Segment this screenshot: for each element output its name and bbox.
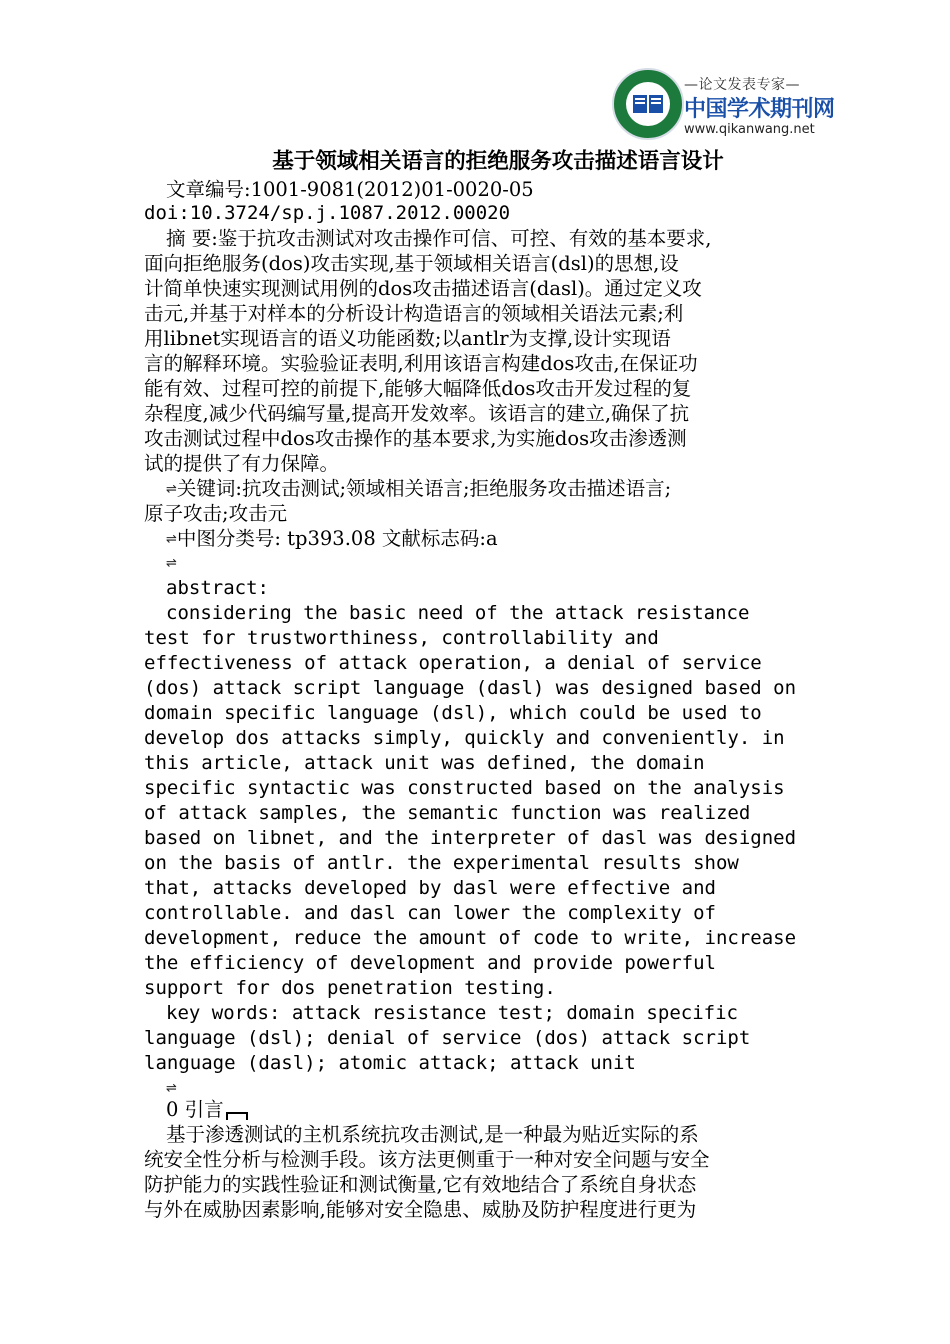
abstract-cn-line: 杂程度,减少代码编写量,提高开发效率。该语言的建立,确保了抗 <box>144 402 690 425</box>
keywords-cn <box>166 476 671 501</box>
field-marker: ⇌ <box>166 482 177 497</box>
intro-line: 防护能力的实践性验证和测试衡量,它有效地结合了系统自身状态 <box>144 1173 697 1196</box>
abstract-cn-line: 能有效、过程可控的前提下,能够大幅降低dos攻击开发过程的复 <box>144 377 692 400</box>
classification-text: 中图分类号: tp393.08 文献标志码:a <box>176 527 498 550</box>
journal-logo <box>612 66 835 146</box>
doi: doi:10.3724/sp.j.1087.2012.00020 <box>144 202 511 224</box>
keywords-en-line: language (dasl); atomic attack; attack unit <box>144 1052 636 1074</box>
paper-title: 基于领域相关语言的拒绝服务攻击描述语言设计 <box>272 149 724 174</box>
blank-marker-line <box>166 551 177 576</box>
section-heading-intro <box>166 1097 248 1122</box>
abstract-en-line: support for dos penetration testing. <box>144 977 556 999</box>
intro-line: 与外在威胁因素影响,能够对安全隐患、威胁及防护程度进行更为 <box>144 1198 697 1221</box>
abstract-en-line: of attack samples, the semantic function was realized <box>144 802 751 824</box>
abstract-en-line: effectiveness of attack operation, a denial of service <box>144 652 762 674</box>
abstract-en-line: test for trustworthiness, controllability and <box>144 627 659 649</box>
abstract-en-line: based on libnet, and the interpreter of dasl was designed <box>144 827 797 849</box>
abstract-en-line: considering the basic need of the attack resistance <box>166 602 750 624</box>
abstract-en-line: (dos) attack script language (dasl) was designed based on <box>144 677 797 699</box>
book-icon <box>632 92 664 116</box>
abstract-cn-line: 用libnet实现语言的语义功能函数;以antlr为支撑,设计实现语 <box>144 327 671 350</box>
keywords-cn-line: 关键词:抗攻击测试;领域相关语言;拒绝服务攻击描述语言; <box>176 477 672 500</box>
abstract-en-line: this article, attack unit was defined, the domain <box>144 752 705 774</box>
abstract-en-line: controllable. and dasl can lower the complexity of <box>144 902 716 924</box>
logo-emblem <box>612 68 684 140</box>
abstract-en-line: that, attacks developed by dasl were effective and <box>144 877 716 899</box>
abstract-cn-line: 击元,并基于对样本的分析设计构造语言的领域相关语法元素;利 <box>144 302 684 325</box>
abstract-cn-line: 计简单快速实现测试用例的dos攻击描述语言(dasl)。通过定义攻 <box>144 277 702 300</box>
abstract-cn-line: 摘 要:鉴于抗攻击测试对攻击操作可信、可控、有效的基本要求, <box>166 227 712 250</box>
keywords-en-line: language (dsl); denial of service (dos) attack script <box>144 1027 751 1049</box>
abstract-en-line: development, reduce the amount of code to write, increase <box>144 927 797 949</box>
abstract-en-line: domain specific language (dsl), which could be used to <box>144 702 762 724</box>
keywords-cn-line: 原子攻击;攻击元 <box>144 502 288 525</box>
intro-heading: 0 引言 <box>166 1098 224 1121</box>
logo-tagline: —论文发表专家— <box>684 77 800 93</box>
abstract-cn-line: 攻击测试过程中dos攻击操作的基本要求,为实施dos攻击渗透测 <box>144 427 687 450</box>
abstract-cn-line: 面向拒绝服务(dos)攻击实现,基于领域相关语言(dsl)的思想,设 <box>144 252 679 275</box>
field-marker: ⇌ <box>166 532 177 547</box>
abstract-cn-line: 言的解释环境。实验验证表明,利用该语言构建dos攻击,在保证功 <box>144 352 698 375</box>
logo-brand: 中国学术期刊网 <box>684 97 835 122</box>
field-marker: ⇌ <box>166 1081 177 1096</box>
intro-line: 统安全性分析与检测手段。该方法更侧重于一种对安全问题与安全 <box>144 1148 710 1171</box>
abstract-cn-line: 试的提供了有力保障。 <box>144 452 340 475</box>
abstract-en-line: on the basis of antlr. the experimental results show <box>144 852 739 874</box>
article-number: 文章编号:1001-9081(2012)01-0020-05 <box>166 178 534 201</box>
intro-line: 基于渗透测试的主机系统抗攻击测试,是一种最为贴近实际的系 <box>166 1123 699 1146</box>
bracket-mark-icon <box>226 1112 248 1120</box>
abstract-en-line: specific syntactic was constructed based on the analysis <box>144 777 785 799</box>
keywords-en-line: key words: attack resistance test; domain specific <box>166 1002 738 1024</box>
abstract-en-line: the efficiency of development and provide powerful <box>144 952 716 974</box>
abstract-en-line: develop dos attacks simply, quickly and conveniently. in <box>144 727 785 749</box>
field-marker: ⇌ <box>166 556 177 571</box>
classification <box>166 526 498 551</box>
abstract-en-label: abstract: <box>166 577 269 599</box>
logo-url: www.qikanwang.net <box>684 122 815 137</box>
